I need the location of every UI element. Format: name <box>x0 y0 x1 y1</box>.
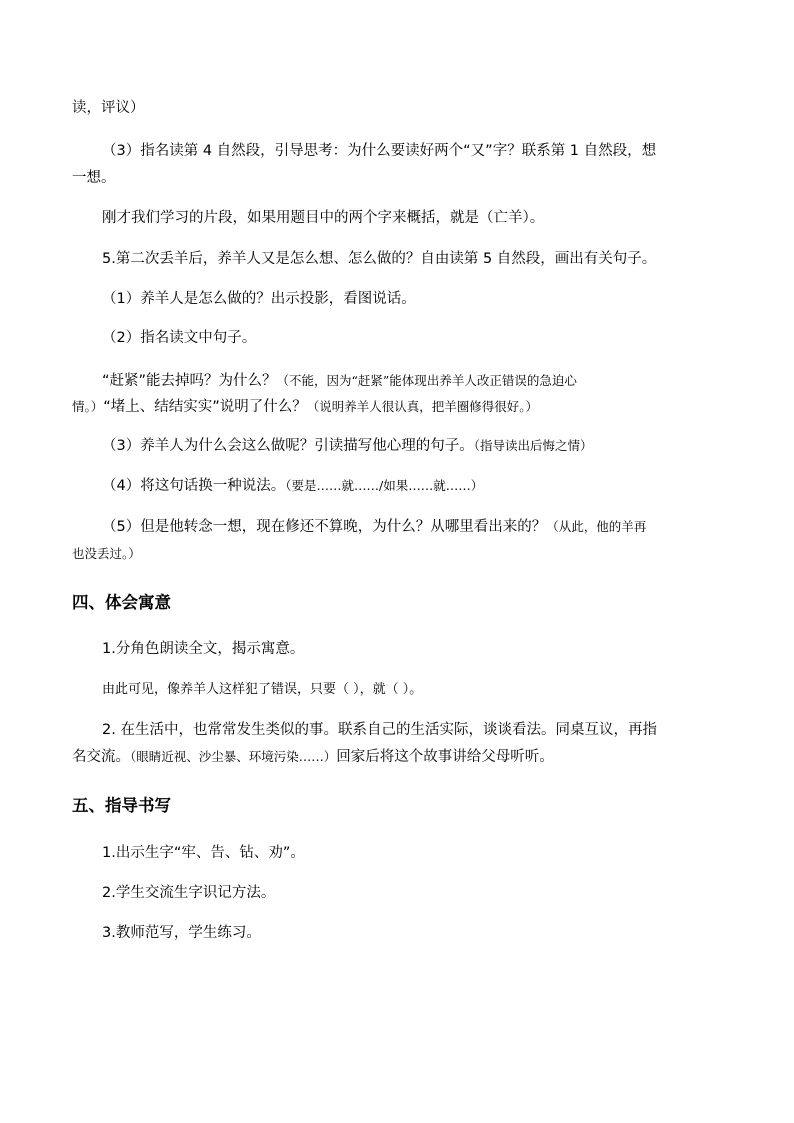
question-text: 名交流。 <box>72 749 130 765</box>
text-line <box>102 371 762 391</box>
text-line: 3.教师范写，学生练习。 <box>102 925 261 941</box>
text-line <box>102 476 762 496</box>
answer-note: （说明养羊人很认真，把羊圈修得很好。） <box>306 399 539 414</box>
text-line <box>102 517 762 537</box>
section-heading: 四、体会寓意 <box>72 593 171 612</box>
answer-note: 也没丢过。） <box>72 546 141 561</box>
answer-note: （从此，他的羊再 <box>546 519 647 534</box>
text-line <box>72 544 732 564</box>
text-line: 读，评议） <box>72 100 145 116</box>
text-line: （3）指名读第 4 自然段，引导思考：为什么要读好两个“又”字？联系第 1 自然段，想 <box>102 143 657 159</box>
text-line: （2）指名读文中句子。 <box>102 330 257 346</box>
text-line: （1）养羊人是怎么做的？出示投影，看图说话。 <box>102 291 416 307</box>
text-line: 刚才我们学习的片段，如果用题目中的两个字来概括，就是（亡羊）。 <box>102 210 545 226</box>
text-line: 1.出示生字“牢、告、钻、劝”。 <box>102 845 305 861</box>
answer-note: 情。） <box>72 399 104 414</box>
answer-note: （要是……就……/如果……就……） <box>285 478 484 493</box>
text-line: 一想。 <box>72 170 116 186</box>
text-line <box>102 436 762 456</box>
question-text: “赶紧”能去掉吗？为什么？ <box>102 373 277 389</box>
text-line: 1.分角色朗读全文，揭示寓意。 <box>102 641 305 657</box>
question-text: “堵上、结结实实”说明了什么？ <box>103 399 307 415</box>
question-text: （3）养羊人为什么会这么做呢？引读描写他心理的句子。 <box>102 438 474 454</box>
answer-note: （指导读出后悔之情） <box>473 438 593 453</box>
text-line: 5.第二次丢羊后，养羊人又是怎么想、怎么做的？自由读第 5 自然段，画出有关句子。 <box>102 251 657 267</box>
section-heading: 五、指导书写 <box>72 796 171 815</box>
text-line <box>72 747 732 767</box>
text-line: 2.学生交流生字识记方法。 <box>102 885 276 901</box>
question-text: （4）将这句话换一种说法。 <box>102 478 286 494</box>
text-line <box>72 397 732 417</box>
question-text: （5）但是他转念一想，现在修还不算晚，为什么？从哪里看出来的？ <box>102 519 547 535</box>
fill-in-sentence: 由此可见，像养羊人这样犯了错误，只要（ ），就（ ）。 <box>102 682 423 697</box>
question-text: 回家后将这个故事讲给父母听听。 <box>336 749 554 765</box>
answer-note: （眼睛近视、沙尘暴、环境污染……） <box>130 749 337 764</box>
text-line: 2. 在生活中，也常常发生类似的事。联系自己的生活实际，谈谈看法。同桌互议，再指 <box>102 722 657 738</box>
answer-note: （不能，因为“赶紧”能体现出养羊人改正错误的急迫心 <box>276 373 577 388</box>
